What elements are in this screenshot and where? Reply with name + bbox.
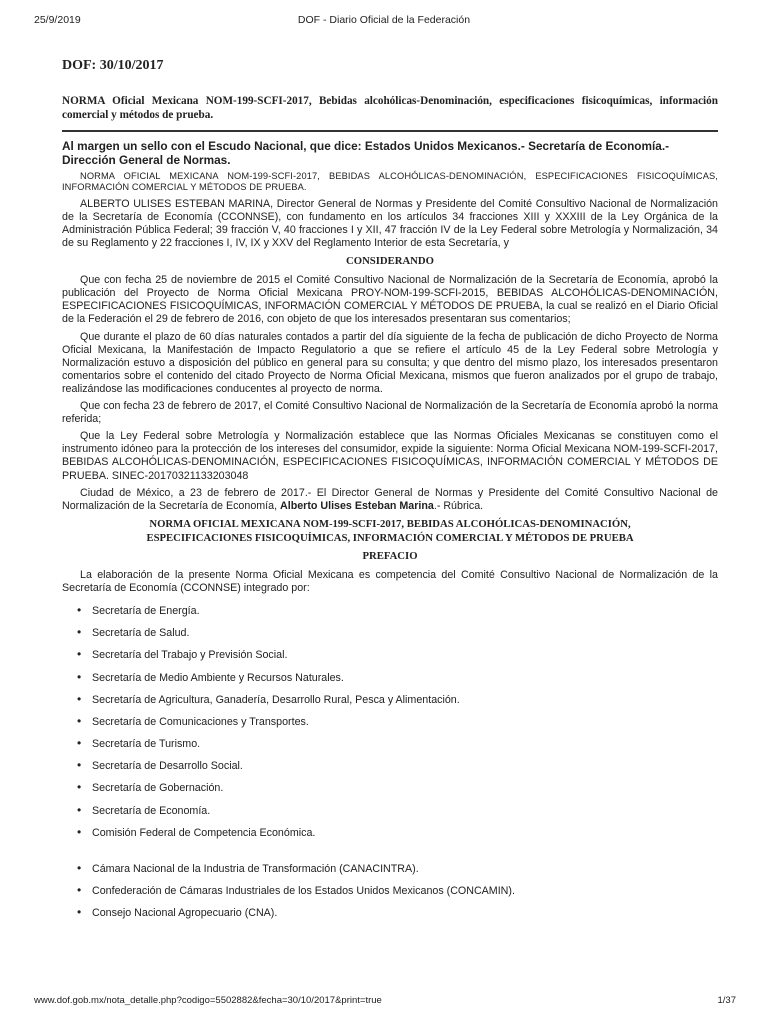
list-item: • Secretaría de Salud. (62, 627, 718, 649)
list-item: • Secretaría del Trabajo y Previsión Social. (62, 649, 718, 671)
print-date: 25/9/2019 (34, 14, 81, 26)
signature-text: Ciudad de México, a 23 de febrero de 2017.- El Director General de Normas y Presidente del Comité Consultivo Nacional de Normalización de la Secretaría de Economía, (62, 486, 718, 512)
title-rule (62, 130, 718, 132)
signature-name: Alberto Ulises Esteban Marina (280, 499, 434, 512)
intro-paragraph: ALBERTO ULISES ESTEBAN MARINA, Director General de Normas y Presidente del Comité Consultivo Nacional de Normalización de la Secretaría de Economía (CCONNSE), con fundamento en los artículos 34 fracciones XIII y XXXIII de la Ley Orgánica de la Administración Pública Federal; 39 fracción V, 40 fracciones I y XII, 47 fracción IV de la Ley Federal sobre Metrología y Normalización, 34 de su Reglamento y 22 fracciones I, IV, IX y XXV del Reglamento Interior de esta Secretaría, y (62, 197, 718, 250)
norma-caption: NORMA OFICIAL MEXICANA NOM-199-SCFI-2017, BEBIDAS ALCOHÓLICAS-DENOMINACIÓN, ESPECIFICACIONES FISICOQUÍMICAS, INFORMACIÓN COMERCIAL Y MÉTODOS DE PRUEBA. (62, 171, 718, 193)
norma-title: NORMA Oficial Mexicana NOM-199-SCFI-2017, Bebidas alcohólicas-Denominación, especificaciones fisicoquímicas, información comercial y métodos de prueba. (62, 95, 718, 121)
considerando-heading: CONSIDERANDO (346, 255, 434, 268)
list-item: • Cámara Nacional de la Industria de Transformación (CANACINTRA). (62, 863, 718, 885)
considerando-paragraph: Que con fecha 25 de noviembre de 2015 el Comité Consultivo Nacional de Normalización de la Secretaría de Economía, aprobó la publicación del Proyecto de Norma Oficial Mexicana PROY-NOM-199-SCFI-2015, BEBIDAS ALCOHÓLICAS-DENOMINACIÓN, ESPECIFICACIONES FISICOQUÍMICAS, INFORMACIÓN COMERCIAL Y MÉTODOS DE PRUEBA, la cual se realizó en el Diario Oficial de la Federación el 29 de febrero de 2016, con objeto de que los interesados presentaran sus comentarios; (62, 274, 718, 326)
document-body (62, 58, 718, 930)
list-item: • Secretaría de Comunicaciones y Transportes. (62, 716, 718, 738)
considerando-paragraph: Que con fecha 23 de febrero de 2017, el Comité Consultivo Nacional de Normalización de la Secretaría de Economía aprobó la norma referida; (62, 400, 718, 426)
page-url: www.dof.gob.mx/nota_detalle.php?codigo=5502882&fecha=30/10/2017&print=true (34, 995, 382, 1006)
norma-heading-line: NORMA OFICIAL MEXICANA NOM-199-SCFI-2017, BEBIDAS ALCOHÓLICAS-DENOMINACIÓN, (149, 517, 631, 530)
list-gap (62, 849, 718, 863)
list-item: • Secretaría de Medio Ambiente y Recursos Naturales. (62, 672, 718, 694)
list-item: • Secretaría de Turismo. (62, 738, 718, 760)
margin-note: Al margen un sello con el Escudo Nacional, que dice: Estados Unidos Mexicanos.- Secretaría de Economía.- Dirección General de Normas. (62, 139, 670, 167)
list-item: • Consejo Nacional Agropecuario (CNA). (62, 907, 718, 929)
norma-heading-line: ESPECIFICACIONES FISICOQUÍMICAS, INFORMACIÓN COMERCIAL Y MÉTODOS DE PRUEBA (146, 531, 634, 544)
norma-heading (62, 517, 718, 545)
list-item: • Secretaría de Economía. (62, 805, 718, 827)
prefacio-paragraph: La elaboración de la presente Norma Oficial Mexicana es competencia del Comité Consultivo Nacional de Normalización de la Secretaría de Economía (CCONNSE) integrado por: (62, 568, 718, 594)
signature-paragraph (62, 487, 718, 513)
list-item: • Secretaría de Energía. (62, 605, 718, 627)
list-item: • Confederación de Cámaras Industriales de los Estados Unidos Mexicanos (CONCAMIN). (62, 885, 718, 907)
list-item: • Secretaría de Agricultura, Ganadería, Desarrollo Rural, Pesca y Alimentación. (62, 694, 718, 716)
committee-list (62, 605, 718, 849)
print-title: DOF - Diario Oficial de la Federación (297, 14, 471, 26)
list-item: • Secretaría de Desarrollo Social. (62, 760, 718, 782)
signature-rubrica: .- Rúbrica. (433, 499, 484, 512)
dof-date: DOF: 30/10/2017 (62, 58, 164, 73)
chamber-list (62, 863, 718, 930)
list-item: • Comisión Federal de Competencia Económica. (62, 827, 718, 849)
list-item: • Secretaría de Gobernación. (62, 782, 718, 804)
prefacio-heading: PREFACIO (362, 549, 418, 562)
page-number: 1/37 (717, 995, 736, 1006)
considerando-paragraph: Que la Ley Federal sobre Metrología y Normalización establece que las Normas Oficiales Mexicanas se constituyen como el instrumento idóneo para la protección de los intereses del consumidor, expide la siguiente: Norma Oficial Mexicana NOM-199-SCFI-2017, BEBIDAS ALCOHÓLICAS-DENOMINACIÓN, ESPECIFICACIONES FISICOQUÍMICAS, INFORMACIÓN COMERCIAL Y MÉTODOS DE PRUEBA. SINEC-20170321133203048 (62, 430, 718, 482)
considerando-paragraph: Que durante el plazo de 60 días naturales contados a partir del día siguiente de la fecha de publicación de dicho Proyecto de Norma Oficial Mexicana, la Manifestación de Impacto Regulatorio a que se refiere el artículo 45 de la Ley Federal sobre Metrología y Normalización estuvo a disposición del público en general para su consulta; y que dentro del mismo plazo, los interesados presentaron comentarios sobre el contenido del citado Proyecto de Norma Oficial Mexicana, mismos que fueron analizados por el grupo de trabajo, realizándose las modificaciones conducentes al proyecto de norma. (62, 330, 718, 395)
